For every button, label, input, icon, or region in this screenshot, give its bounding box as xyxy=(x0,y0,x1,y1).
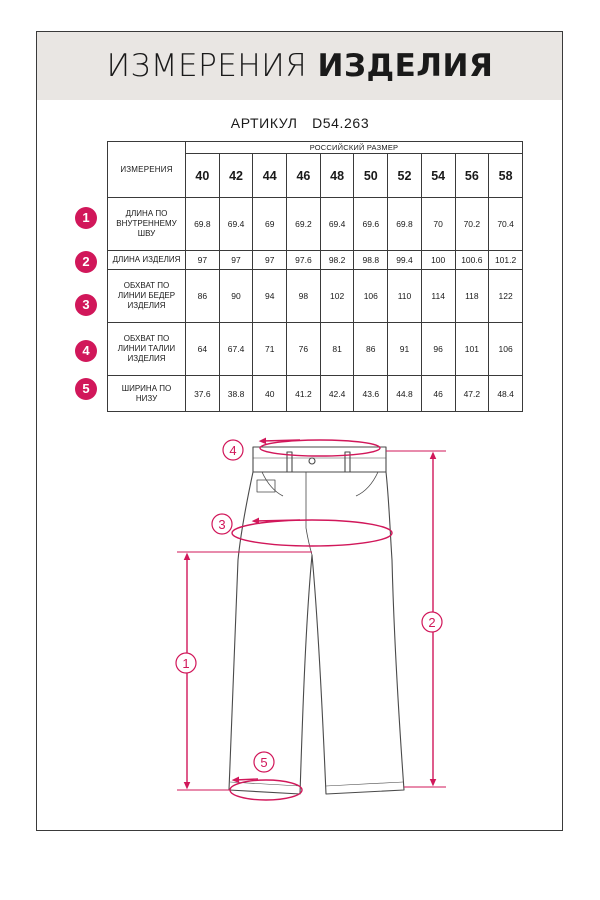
table-cell: 97.6 xyxy=(287,251,321,270)
waist-arrow xyxy=(262,440,300,441)
size-header: 48 xyxy=(320,154,354,198)
size-header: 44 xyxy=(253,154,287,198)
hem-line xyxy=(326,782,403,786)
table-cell: 90 xyxy=(219,269,253,322)
callout-waist xyxy=(223,440,243,460)
table-cell: 81 xyxy=(320,322,354,375)
table-cell: 96 xyxy=(421,322,455,375)
table-cell: 110 xyxy=(388,269,422,322)
table-cell: 69.6 xyxy=(354,198,388,251)
measurement-marks xyxy=(177,440,446,800)
table-cell: 71 xyxy=(253,322,287,375)
table-cell: 41.2 xyxy=(287,376,321,412)
table-cell: 99.4 xyxy=(388,251,422,270)
callout-length xyxy=(422,612,442,632)
table-cell: 46 xyxy=(421,376,455,412)
fly-seam xyxy=(306,472,312,555)
table-cell: 98 xyxy=(287,269,321,322)
table-cell: 47.2 xyxy=(455,376,489,412)
button-icon xyxy=(309,458,315,464)
callout-inseam xyxy=(176,653,196,673)
hem-ellipse xyxy=(230,780,302,800)
table-cell: 118 xyxy=(455,269,489,322)
waist-ellipse xyxy=(260,440,380,456)
table-cell: 43.6 xyxy=(354,376,388,412)
table-cell: 106 xyxy=(489,322,523,375)
table-cell: 76 xyxy=(287,322,321,375)
table-cell: 64 xyxy=(186,322,220,375)
table-cell: 100.6 xyxy=(455,251,489,270)
table-cell: 70.4 xyxy=(489,198,523,251)
size-header: 46 xyxy=(287,154,321,198)
row-label: ШИРИНА ПО НИЗУ xyxy=(108,376,186,412)
table-cell: 69.8 xyxy=(388,198,422,251)
measure-header: ИЗМЕРЕНИЯ xyxy=(108,142,186,198)
size-group-header: РОССИЙСКИЙ РАЗМЕР xyxy=(186,142,523,154)
waistband xyxy=(253,447,386,472)
row-number-badge: 5 xyxy=(75,378,97,400)
row-label: ДЛИНА ИЗДЕЛИЯ xyxy=(108,251,186,270)
table-cell: 86 xyxy=(354,322,388,375)
table-cell: 97 xyxy=(219,251,253,270)
table-cell: 97 xyxy=(186,251,220,270)
table-cell: 37.6 xyxy=(186,376,220,412)
size-header: 50 xyxy=(354,154,388,198)
trousers-outline xyxy=(229,447,404,794)
table-cell: 69.4 xyxy=(219,198,253,251)
table-cell: 40 xyxy=(253,376,287,412)
row-label: ОБХВАТ ПО ЛИНИИ БЕДЕР ИЗДЕЛИЯ xyxy=(108,269,186,322)
table-cell: 48.4 xyxy=(489,376,523,412)
size-header: 56 xyxy=(455,154,489,198)
table-cell: 97 xyxy=(253,251,287,270)
table-cell: 69 xyxy=(253,198,287,251)
table-cell: 70 xyxy=(421,198,455,251)
table-cell: 98.8 xyxy=(354,251,388,270)
callout-hem xyxy=(254,752,274,772)
table-cell: 42.4 xyxy=(320,376,354,412)
front-pocket xyxy=(356,472,378,496)
table-cell: 69.8 xyxy=(186,198,220,251)
row-number-badge: 2 xyxy=(75,251,97,273)
callout-label: 1 xyxy=(182,656,190,671)
table-cell: 98.2 xyxy=(320,251,354,270)
article-code: D54.263 xyxy=(312,115,370,131)
row-number-badge: 4 xyxy=(75,340,97,362)
table-cell: 122 xyxy=(489,269,523,322)
table-cell: 94 xyxy=(253,269,287,322)
row-label: ОБХВАТ ПО ЛИНИИ ТАЛИИ ИЗДЕЛИЯ xyxy=(108,322,186,375)
title-bold: ИЗДЕЛИЯ xyxy=(317,48,494,84)
size-header: 42 xyxy=(219,154,253,198)
table-cell: 86 xyxy=(186,269,220,322)
table-cell: 106 xyxy=(354,269,388,322)
table-cell: 70.2 xyxy=(455,198,489,251)
coin-pocket xyxy=(257,480,275,492)
table-cell: 69.4 xyxy=(320,198,354,251)
callout-label: 5 xyxy=(260,755,268,770)
table-cell: 100 xyxy=(421,251,455,270)
hem-arrow xyxy=(235,779,258,780)
hip-arrow xyxy=(255,520,300,521)
table-cell: 101 xyxy=(455,322,489,375)
table-cell: 38.8 xyxy=(219,376,253,412)
size-header: 58 xyxy=(489,154,523,198)
callout-label: 2 xyxy=(428,615,436,630)
size-header: 40 xyxy=(186,154,220,198)
row-number-badge: 3 xyxy=(75,294,97,316)
table-cell: 102 xyxy=(320,269,354,322)
size-header: 54 xyxy=(421,154,455,198)
table-cell: 44.8 xyxy=(388,376,422,412)
callout-label: 4 xyxy=(229,443,237,458)
table-cell: 101.2 xyxy=(489,251,523,270)
title-light: ИЗМЕРЕНИЯ xyxy=(106,48,308,84)
table-cell: 67.4 xyxy=(219,322,253,375)
row-number-badge: 1 xyxy=(75,207,97,229)
hip-ellipse xyxy=(232,520,392,546)
row-label: ДЛИНА ПО ВНУТРЕННЕМУ ШВУ xyxy=(108,198,186,251)
callout-hip xyxy=(212,514,232,534)
table-cell: 69.2 xyxy=(287,198,321,251)
table-cell: 114 xyxy=(421,269,455,322)
article-label: АРТИКУЛ xyxy=(230,115,298,131)
callout-label: 3 xyxy=(218,517,226,532)
size-header: 52 xyxy=(388,154,422,198)
table-cell: 91 xyxy=(388,322,422,375)
